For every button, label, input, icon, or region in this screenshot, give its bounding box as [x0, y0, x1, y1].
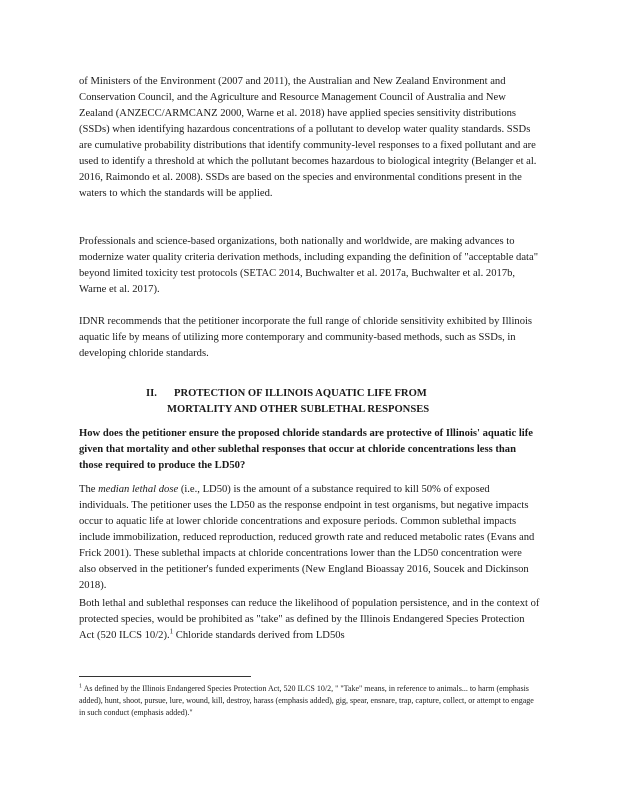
take-text: Both lethal and sublethal responses can reduce the likelihood of population persistence, and in the context of protected species, would be prohibited as "take" as defined by the Illinois Endangered Species Protection Act (520 ILCS 10/2). [79, 598, 540, 641]
section-title-line2: MORTALITY AND OTHER SUBLETHAL RESPONSES [167, 404, 430, 415]
paragraph-text: IDNR recommends that the petitioner incorporate the full range of chloride sensitivity exhibited by Illinois aquatic life by means of utilizing more contemporary and community-based methods, such as SSDs, in developing chloride standards. [79, 316, 533, 359]
paragraph-ld50 [79, 482, 541, 594]
section-numeral: II. [146, 388, 157, 399]
paragraph-text [79, 596, 541, 644]
paragraph-modernization [79, 234, 541, 298]
footnote-text: As defined by the Illinois Endangered Species Protection Act, 520 ILCS 10/2, " "Take" means, in reference to animals... to harm (emphasis added), hunt, shoot, pursue, lure, wound, kill, destroy, harass (emphasis added), gig, spear, ensnare, trap, capture, collect, or attempt to engage in such conduct (emphasis added)." [79, 684, 534, 717]
footnote-marker: 1 [79, 683, 82, 690]
section-heading [146, 386, 466, 418]
question-heading: How does the petitioner ensure the proposed chloride standards are protective of Illinois' aquatic life given that mortality and other sublethal responses that occur at chloride concentrations less than those required to produce the LD50? [79, 428, 533, 471]
footnote-divider [79, 676, 251, 677]
footnote [79, 683, 541, 719]
ld50-text: (i.e., LD50) is the amount of a substance required to kill 50% of exposed individuals. The petitioner uses the LD50 as the response endpoint in test organisms, but negative impacts occur to aquatic life at lower chloride concentrations and exposure periods. Common sublethal impacts include immobilization, reduced reproduction, reduced growth rate and reduced metabolic rates (Evans and Frick 2001). These sublethal impacts at chloride concentrations lower than the LD50 concentration were also observed in the petitioner's funded experiments (New England Bioassay 2016, Soucek and Dickinson 2018). [79, 484, 535, 591]
footnote-reference[interactable]: 1 [169, 627, 174, 636]
paragraph-text: of Ministers of the Environment (2007 and 2011), the Australian and New Zealand Environment and Conservation Council, and the Agriculture and Resource Management Council of Australia and New Zealand (ANZECC/ARMCANZ 2000, Warne et al. 2018) have applied species sensitivity distributions (SSDs) when identifying hazardous concentrations of a pollutant to develop water quality standards. SSDs are cumulative probability distributions that identify community-level responses to a fixed pollutant and are used to identify a threshold at which the pollutant becomes hazardous to biological integrity (Belanger et al. 2016, Raimondo et al. 2008). SSDs are based on the species and environmental conditions present in the waters to which the standards will be applied. [79, 76, 537, 199]
paragraph-text: Professionals and science-based organizations, both nationally and worldwide, are making advances to modernize water quality criteria derivation methods, including expanding the definition of "acceptable data" beyond limited toxicity test protocols (SETAC 2014, Buchwalter et al. 2017a, Buchwalter et al. 2017b, Warne et al. 2017). [79, 236, 539, 295]
section-title-line1: PROTECTION OF ILLINOIS AQUATIC LIFE FROM [174, 388, 427, 399]
paragraph-text: The median lethal dose (i.e., LD50) is the amount of a substance required to kill 50% of exposed individuals. The petitioner uses the LD50 as the response endpoint in test organisms, but negative impacts occur to aquatic life at lower chloride concentrations and exposure periods. Common sublethal impacts include immobilization, reduced reproduction, reduced growth rate and reduced metabolic rates (Evans and Frick 2001). These sublethal impacts at chloride concentrations lower than the LD50 concentration were also observed in the petitioner's funded experiments (New England Bioassay 2016, Soucek and Dickinson 2018). [79, 484, 535, 591]
paragraph-ssd-intro [79, 74, 541, 202]
paragraph-recommendation [79, 314, 541, 362]
paragraph-take [79, 596, 541, 644]
take-text-tail: Chloride standards derived from LD50s [173, 630, 345, 641]
term-median-lethal-dose: median lethal dose [98, 484, 179, 495]
